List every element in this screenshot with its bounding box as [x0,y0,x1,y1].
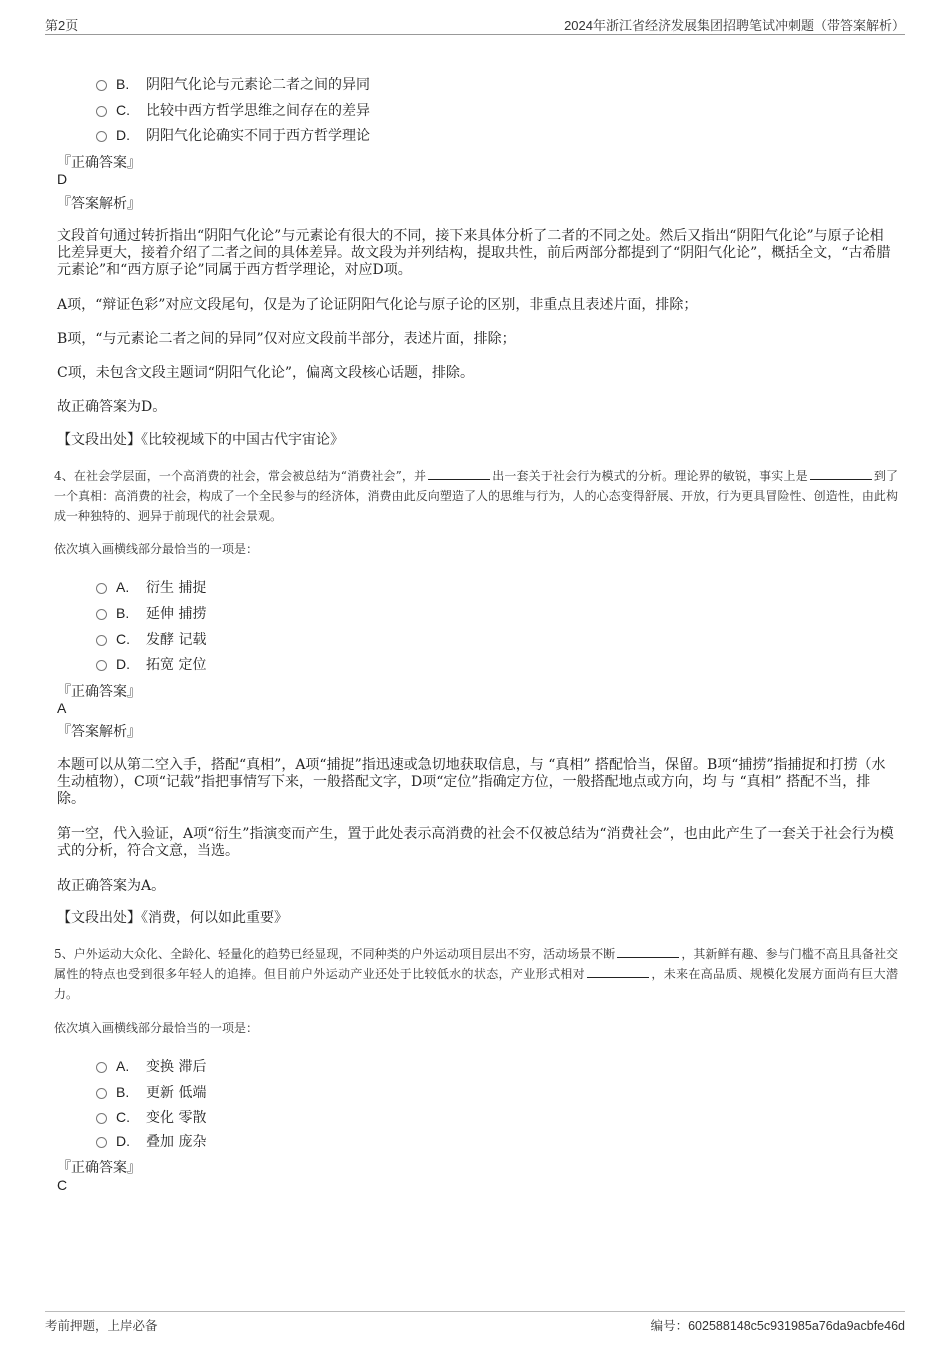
q4-answer-label: 『正确答案』 [57,684,141,700]
q4-analysis-paragraph: 故正确答案为A。 [57,878,166,894]
radio-icon[interactable] [96,131,107,142]
q5-answer: C [57,1177,68,1193]
fill-blank [428,468,490,480]
q4-answer: A [57,700,67,716]
q4-analysis-paragraph: 第一空，代入验证，A项“衍生”指演变而产生，置于此处表示高消费的社会不仅被总结为“消费社会”，也由此产生了一套关于社会行为模式的分析，符合文意，当选。 [57,826,894,859]
radio-icon[interactable] [96,106,107,117]
q3-option-b[interactable]: B. 阴阳气化论与元素论二者之间的异同 [96,74,370,94]
q3-analysis-label: 『答案解析』 [57,196,141,212]
page-footer [45,1311,905,1336]
q5-option-a[interactable]: A. 变换 滞后 [96,1056,206,1076]
fill-blank [617,946,679,958]
radio-icon[interactable] [96,583,107,594]
radio-icon[interactable] [96,1113,107,1124]
q4-analysis-label: 『答案解析』 [57,724,141,740]
q3-analysis-paragraph: C项，未包含文段主题词“阴阳气化论”，偏离文段核心话题，排除。 [57,365,475,381]
page-number: 第2页 [45,18,79,33]
q4-option-c[interactable]: C. 发酵 记载 [96,629,206,649]
q4-source: 【文段出处】《消费，何以如此重要》 [57,910,288,926]
radio-icon[interactable] [96,1088,107,1099]
q3-answer-label: 『正确答案』 [57,155,141,171]
fill-blank [810,468,872,480]
q4-option-d[interactable]: D. 拓宽 定位 [96,654,206,674]
radio-icon[interactable] [96,1137,107,1148]
q3-analysis-paragraph: B项，“与元素论二者之间的异同”仅对应文段前半部分，表述片面，排除； [57,331,516,347]
document-code: 编号：602588148c5c931985a76da9acbfe46d [650,1319,905,1333]
q4-analysis-paragraph: 本题可以从第二空入手，搭配“真相”，A项“捕捉”指迅速或急切地获取信息，与 “真相” 搭配恰当，保留。B项“捕捞”指捕捉和打捞（水生动植物），C项“记载”指把事情写下来，一般搭配文字，D项“定位”指确定方位，一般搭配地点或方向，均 与 “真相” 搭配不当，排除。 [57,757,886,807]
footer-slogan: 考前押题，上岸必备 [45,1319,158,1333]
radio-icon[interactable] [96,80,107,91]
q3-answer: D [57,171,68,187]
q3-analysis-paragraph: 故正确答案为D。 [57,399,167,415]
radio-icon[interactable] [96,660,107,671]
document-title: 2024年浙江省经济发展集团招聘笔试冲刺题（带答案解析） [564,18,905,33]
q3-source: 【文段出处】《比较视域下的中国古代宇宙论》 [57,432,344,448]
q3-analysis-paragraph: 文段首句通过转折指出“阴阳气化论”与元素论有很大的不同，接下来具体分析了二者的不同之处。然后又指出“阴阳气化论”与原子论相比差异更大，接着介绍了二者之间的具体差异。故文段为并列结构，提取共性，前后两部分都提到了“阴阳气化论”，概括全文，“古希腊元素论”和“西方原子论”同属于西方哲学理论，对应D项。 [57,228,891,278]
q5-instruction: 依次填入画横线部分最恰当的一项是： [54,1021,259,1035]
q3-option-d[interactable]: D. 阴阳气化论确实不同于西方哲学理论 [96,125,370,145]
radio-icon[interactable] [96,609,107,620]
page-header [45,14,905,35]
radio-icon[interactable] [96,1062,107,1073]
q4-option-a[interactable]: A. 衍生 捕捉 [96,577,206,597]
q4-option-b[interactable]: B. 延伸 捕捞 [96,603,206,623]
q5-answer-label: 『正确答案』 [57,1160,141,1176]
q5-stem: 5、户外运动大众化、全龄化、轻量化的趋势已经显现，不同种类的户外运动项目层出不穷，活动场景不断 ，其新鲜有趣、参与门槛不高且具备社交属性的特点也受到很多年轻人的追捧。但目前户外运动产业还处于比较低水的状态，产业形式相对 ，未来在高品质、规模化发展方面尚有巨大潜力。 [54,947,898,1001]
radio-icon[interactable] [96,635,107,646]
q3-option-c[interactable]: C. 比较中西方哲学思维之间存在的差异 [96,100,370,120]
fill-blank [587,966,649,978]
q5-option-b[interactable]: B. 更新 低端 [96,1082,206,1102]
q5-option-d[interactable]: D. 叠加 庞杂 [96,1131,206,1151]
q5-option-c[interactable]: C. 变化 零散 [96,1107,206,1127]
q4-instruction: 依次填入画横线部分最恰当的一项是： [54,542,259,556]
q3-analysis-paragraph: A项，“辩证色彩”对应文段尾句，仅是为了论证阴阳气化论与原子论的区别，非重点且表述片面，排除； [57,297,698,313]
q4-stem: 4、在社会学层面，一个高消费的社会，常会被总结为“消费社会”，并 出一套关于社会行为模式的分析。理论界的敏锐，事实上是 到了一个真相：高消费的社会，构成了一个全民参与的经济体，消费由此反向塑造了人的思维与行为，人的心态变得舒展、开放，行为更具冒险性、创造性，由此构成一种独特的、迥异于前现代的社会景观。 [54,469,898,523]
